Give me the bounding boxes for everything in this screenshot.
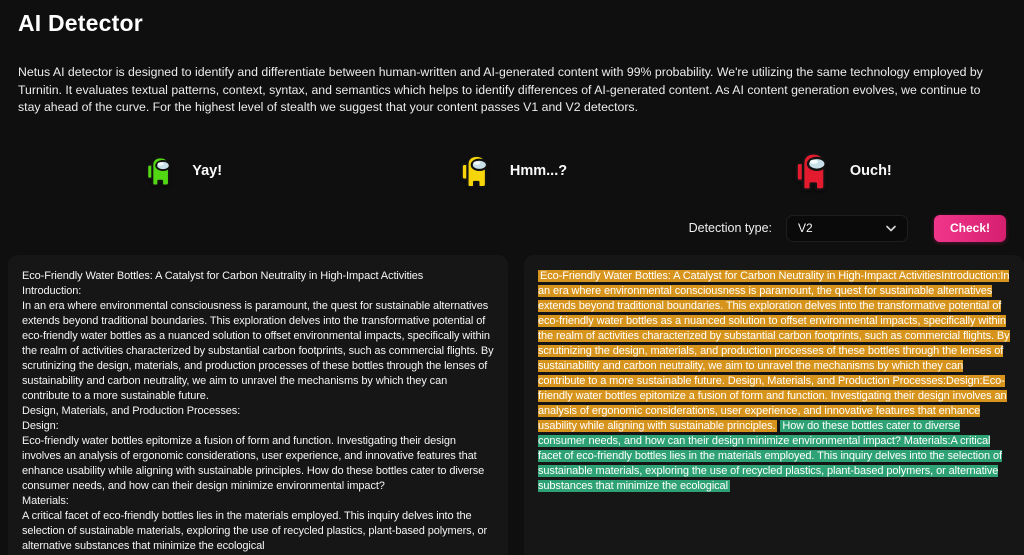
check-button[interactable]: Check! bbox=[934, 215, 1006, 242]
crewmate-red-icon bbox=[791, 147, 835, 195]
input-line: Eco-friendly water bottles epitomize a fusion of form and function. Investigating their design involves an analysis of ergonomic considerations, user experience, and innovative features that enhance usability while aligning with sustainable principles. How do these bottles cater to diverse consumer needs, and how can their design minimize environmental impact? bbox=[22, 434, 485, 492]
input-line: Materials: bbox=[22, 494, 69, 507]
legend-item-hmm bbox=[457, 150, 567, 192]
chevron-down-icon bbox=[886, 225, 896, 232]
legend-item-yay bbox=[143, 152, 222, 190]
input-line: Introduction: bbox=[22, 284, 82, 297]
legend-label-ouch: Ouch! bbox=[849, 162, 892, 179]
detection-controls bbox=[18, 215, 1006, 242]
legend bbox=[18, 145, 1006, 197]
detection-type-value: V2 bbox=[798, 221, 813, 236]
legend-item-ouch bbox=[791, 147, 892, 195]
detection-type-select[interactable] bbox=[786, 215, 908, 242]
input-line: Eco-Friendly Water Bottles: A Catalyst for Carbon Neutrality in High-Impact Activities bbox=[22, 269, 424, 282]
detection-type-label: Detection type: bbox=[688, 221, 772, 236]
result-text bbox=[538, 269, 1010, 494]
input-line: Design: bbox=[22, 419, 59, 432]
crewmate-yellow-icon bbox=[457, 150, 495, 192]
page-title: AI Detector bbox=[18, 10, 143, 36]
legend-label-hmm: Hmm...? bbox=[509, 162, 568, 179]
input-line: Design, Materials, and Production Processes: bbox=[22, 404, 241, 417]
input-text[interactable] bbox=[22, 269, 494, 554]
result-panel bbox=[524, 255, 1024, 555]
input-panel bbox=[8, 255, 508, 555]
result-segment-human: How do these bottles cater to diverse consumer needs, and how can their design minimize environmental impact? Materials:A critical facet of eco-friendly bottles lies in the materials employed. This inquiry delves into the selection of sustainable materials, exploring the use of recycled plastics, plant-based polymers, or alternative substances that minimize the ecological bbox=[538, 419, 1002, 492]
legend-label-yay: Yay! bbox=[192, 162, 223, 179]
crewmate-green-icon bbox=[143, 152, 177, 190]
content-panels bbox=[8, 255, 1010, 555]
page-description: Netus AI detector is designed to identify and differentiate between human-written and AI-generated content with 99% probability. We're utilizing the same technology employed by Turnitin. It evaluates textual patterns, context, syntax, and semantics which helps to identify differences of AI-generated content. As AI content generation evolves, we continue to stay ahead of the curve. For the highest level of stealth we suggest that your content passes V1 and V2 detectors. bbox=[18, 65, 983, 115]
input-line: A critical facet of eco-friendly bottles lies in the materials employed. This inquiry delves into the selection of sustainable materials, exploring the use of recycled plastics, plant-based polymers, or alternative substances that minimize the ecological bbox=[22, 509, 488, 552]
input-line: In an era where environmental consciousness is paramount, the quest for sustainable alternatives extends beyond traditional boundaries. This exploration delves into the transformative potential of eco-friendly water bottles as a nuanced solution to offset environmental impacts, specifically within the realm of activities characterized by substantial carbon footprints, such as commercial flights. By scrutinizing the design, materials, and production processes of these bottles through the lenses of sustainability and carbon neutrality, we aim to unravel the mechanisms by which they can contribute to a more sustainable future. bbox=[22, 299, 494, 402]
result-segment-ai: Eco-Friendly Water Bottles: A Catalyst for Carbon Neutrality in High-Impact ActivitiesIntroduction:In an era where environmental consciousness is paramount, the quest for sustainable alternatives extends beyond traditional boundaries. This exploration delves into the transformative potential of eco-friendly water bottles as a nuanced solution to offset environmental impacts, specifically within the realm of activities characterized by substantial carbon footprints, such as commercial flights. By scrutinizing the design, materials, and production processes of these bottles through the lenses of sustainability and carbon neutrality, we aim to unravel the mechanisms by which they can contribute to a more sustainable future. Design, Materials, and Production Processes:Design:Eco-friendly water bottles epitomize a fusion of form and function. Investigating their design involves an analysis of ergonomic considerations, user experience, and innovative features that enhance usability while aligning with sustainable principles. bbox=[538, 269, 1010, 432]
ai-detector-page bbox=[0, 10, 1024, 555]
